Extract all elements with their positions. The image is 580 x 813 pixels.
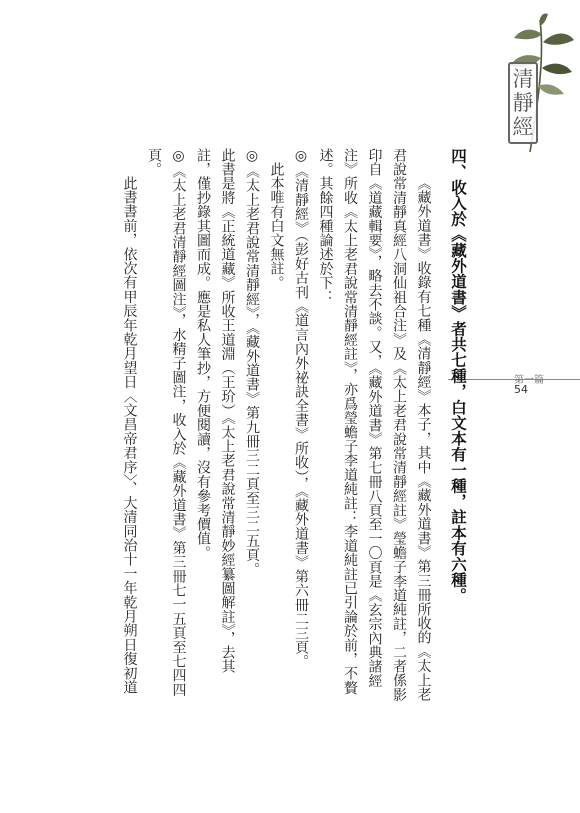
text-column: 頁。 [146,148,162,177]
part-label: 第一篇 [514,375,544,386]
page-number: 54 [514,383,528,396]
body-text [117,148,470,748]
book-title-char: 靜 [512,91,534,115]
text-column: 此本唯有白文無註。 [268,162,285,290]
list-item: ◎《清靜經》（彭好古刊《道言內外祕訣全書》所收），《藏外道書》第六冊二三頁。 [293,148,309,669]
text-column: 述。其餘四種論述於下： [317,148,334,305]
book-title-char: 清 [512,67,534,91]
text-column: 《藏外道書》收錄有七種《清靜經》本子，其中《藏外道書》第三冊所收的《太上老 [415,176,432,702]
text-column: 印自《道藏輯要》，略去不談。又，《藏外道書》第七冊八頁至一〇頁是《玄宗內典諸經 [366,148,383,688]
text-column: 此書書前，依次有甲辰年乾月望日〈文昌帝君序〉、大清同治十一年乾月朔日復初道 [121,176,138,695]
book-title-box [508,62,538,144]
section-heading: 四、收入於《藏外道書》者共七種，白文本有一種，註本有六種。 [449,148,467,604]
book-title-char: 經 [512,115,534,139]
text-column: 註，僅抄錄其圖而成。應是私人筆抄，方便閱讀，沒有參考價值。 [195,148,211,560]
text-column: 注》所收《太上老君說常清靜經註》，亦爲瑩蟾子李道純註：李道純註已引論於前，不贅 [342,148,358,695]
list-item: ◎《太上老君說常清靜經》，《藏外道書》第九冊三二頁至三二五頁。 [244,148,260,577]
text-column: 君說常清靜真經八洞仙祖合注》及《太上老君說常清靜經註》瑩蟾子李道純註，二者係影 [391,148,407,702]
list-item: ◎《太上老君清靜經圖注》，水精子圖注，收入於《藏外道書》第三冊七一五頁至七四四 [170,148,187,697]
text-column: 此書是將《正統道藏》所收王道淵（王玠）《太上老君說常清靜妙經纂圖解註》，去其 [219,148,236,674]
